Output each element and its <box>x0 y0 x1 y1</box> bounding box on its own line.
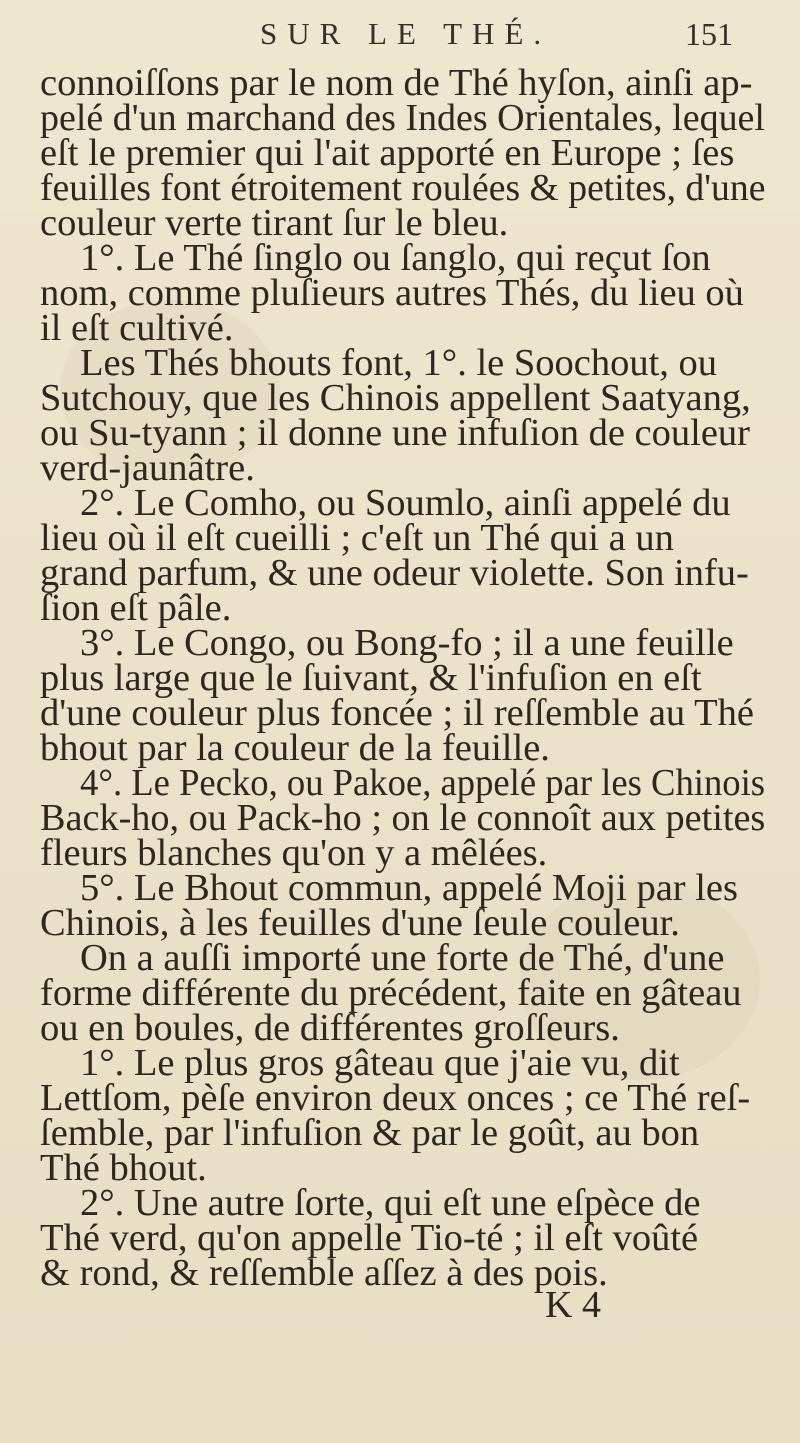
text-line: pelé d'un marchand des Indes Orientales, lequel <box>40 97 765 139</box>
text-line: nom, comme pluſieurs autres Thés, du lieu où <box>40 272 744 314</box>
text-line: On a auſſi importé une forte de Thé, d'une <box>80 937 725 979</box>
text-line: ou en boules, de différentes groſſeurs. <box>40 1007 620 1049</box>
text-line: eſt le premier qui l'ait apporté en Europe ; ſes <box>40 132 735 174</box>
text-line: grand parfum, & une odeur violette. Son infu- <box>40 552 749 594</box>
text-line: & rond, & reſſemble aſſez à des pois. <box>40 1252 608 1294</box>
text-line: bhout par la couleur de la feuille. <box>40 727 550 769</box>
text-line: Sutchouy, que les Chinois appellent Saatyang, <box>40 377 751 419</box>
text-line: ſion eſt pâle. <box>40 587 232 629</box>
text-line: feuilles font étroitement roulées & petites, d'une <box>40 167 766 209</box>
text-line: 3°. Le Congo, ou Bong-fo ; il a une feuille <box>80 622 734 664</box>
text-line: 5°. Le Bhout commun, appelé Moji par les <box>80 867 738 909</box>
running-head <box>0 6 800 56</box>
text-line: Les Thés bhouts font, 1°. le Soochout, ou <box>80 342 718 384</box>
text-line: ſemble, par l'infuſion & par le goût, au bon <box>40 1112 700 1154</box>
text-line: plus large que le ſuivant, & l'infuſion en eſt <box>40 657 702 699</box>
text-line: Chinois, à les feuilles d'une ſeule couleur. <box>40 902 680 944</box>
page-number: 151 <box>685 16 733 52</box>
text-line: connoiſſons par le nom de Thé hyſon, ainſi ap- <box>40 62 753 104</box>
text-line: il eſt cultivé. <box>40 307 234 349</box>
running-head-title: SUR LE THÉ. <box>260 16 552 51</box>
text-line: Back-ho, ou Pack-ho ; on le connoît aux petites <box>40 797 766 839</box>
text-line: ou Su-tyann ; il donne une infuſion de couleur <box>40 412 750 454</box>
text-line: 2°. Une autre ſorte, qui eſt une eſpèce de <box>80 1182 701 1224</box>
text-line: 1°. Le Thé ſinglo ou ſanglo, qui reçut ſon <box>80 237 711 279</box>
text-line: 2°. Le Comho, ou Soumlo, ainſi appelé du <box>80 482 731 524</box>
text-line: lieu où il eſt cueilli ; c'eſt un Thé qui a un <box>40 517 674 559</box>
signature-mark: K 4 <box>545 1284 601 1326</box>
text-line: 4°. Le Pecko, ou Pakoe, appelé par les Chinois <box>80 762 766 804</box>
text-line: forme différente du précédent, faite en gâteau <box>40 972 742 1014</box>
text-line: d'une couleur plus foncée ; il reſſemble au Thé <box>40 692 754 734</box>
text-line: fleurs blanches qu'on y a mêlées. <box>40 832 548 874</box>
text-line: 1°. Le plus gros gâteau que j'aie vu, dit <box>80 1042 680 1084</box>
text-line: Lettſom, pèſe environ deux onces ; ce Thé reſ- <box>40 1077 751 1119</box>
text-line: Thé verd, qu'on appelle Tio-té ; il eſt voûté <box>40 1217 699 1259</box>
text-line: verd-jaunâtre. <box>40 447 255 489</box>
text-line: Thé bhout. <box>40 1147 207 1189</box>
text-line: couleur verte tirant ſur le bleu. <box>40 202 509 244</box>
